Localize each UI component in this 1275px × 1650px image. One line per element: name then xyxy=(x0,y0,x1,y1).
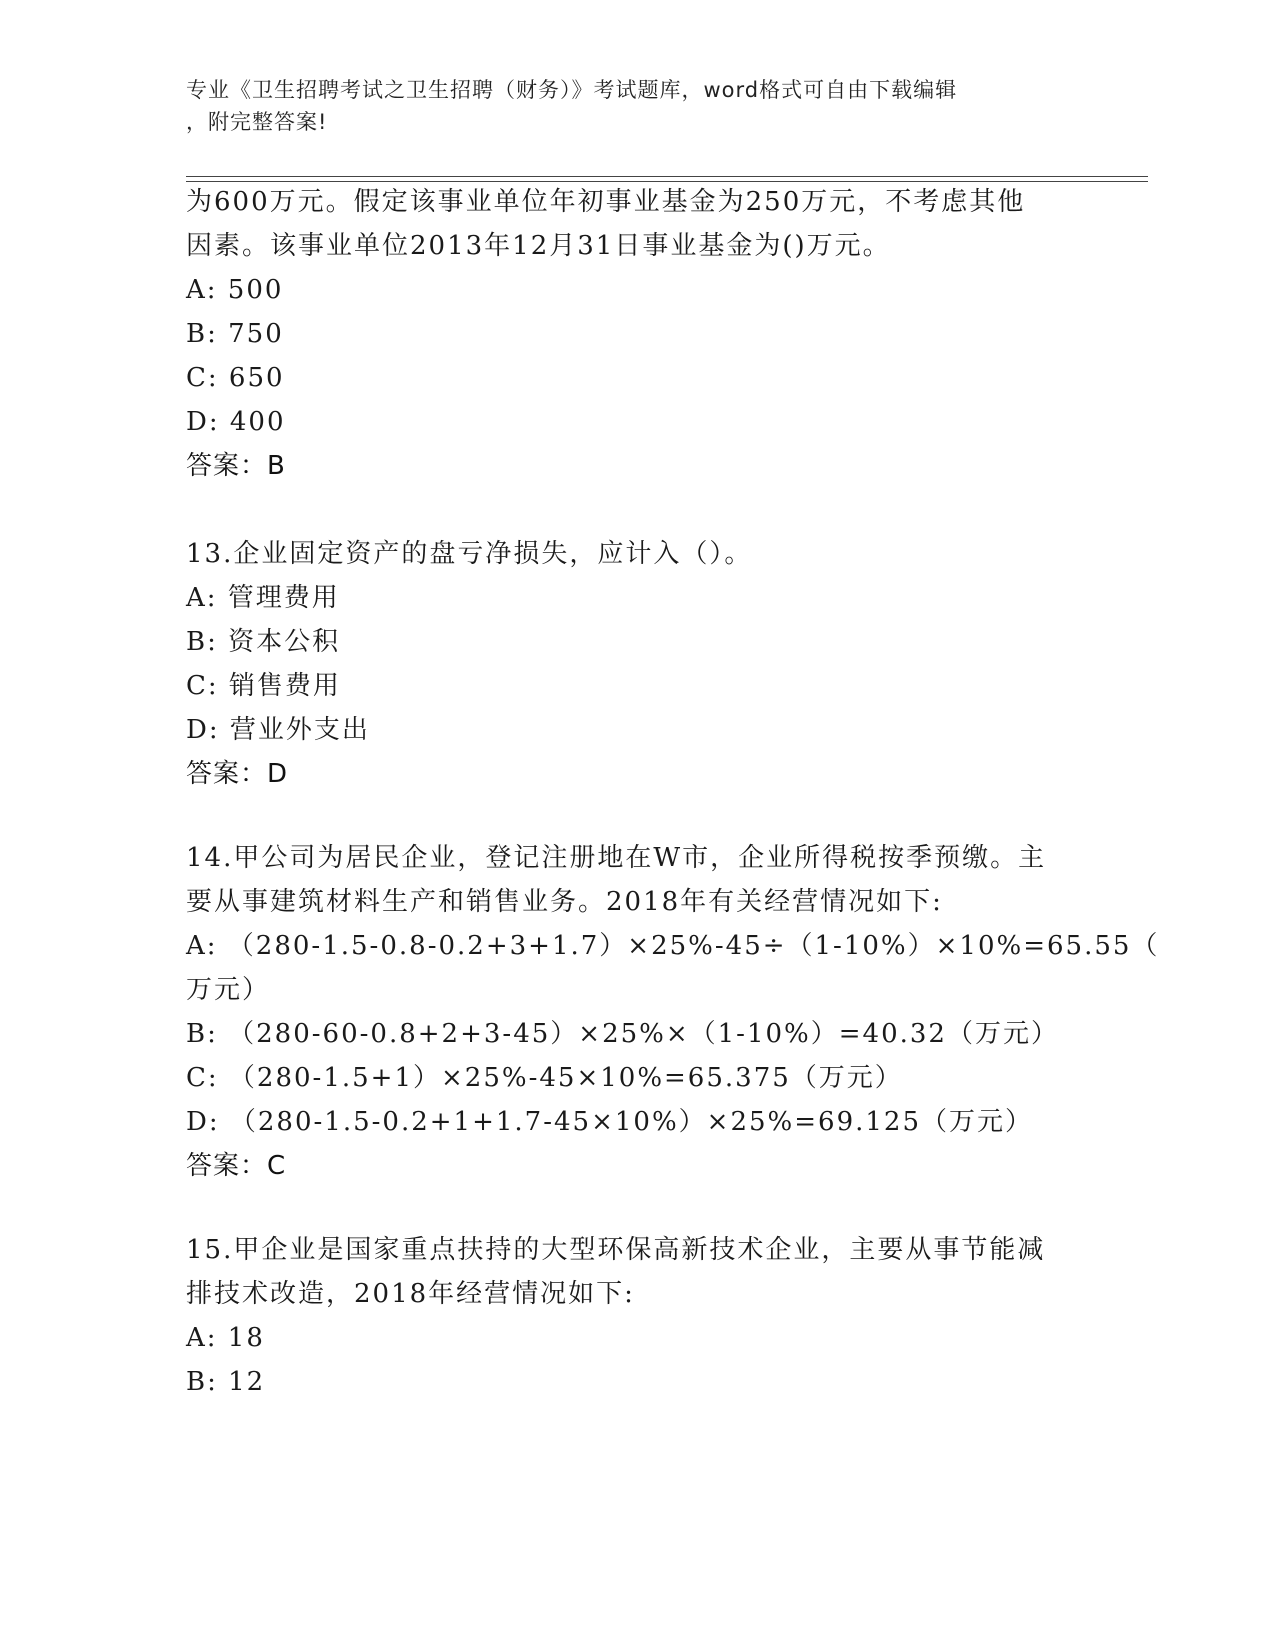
q15-text-line-2: 排技术改造，2018年经营情况如下: xyxy=(186,1279,635,1309)
q12-option-b: B: 750 xyxy=(186,319,284,349)
q12-option-d: D: 400 xyxy=(186,407,286,437)
q14-option-b: B: （280-60-0.8+2+3-45）×25%×（1-10%）=40.32（万元） xyxy=(186,1019,1059,1049)
q13-answer: 答案：D xyxy=(186,759,289,789)
header-divider-bottom xyxy=(186,181,1148,182)
q14-option-d: D: （280-1.5-0.2+1+1.7-45×10%）×25%=69.125（万元） xyxy=(186,1107,1034,1137)
q13-option-a: A: 管理费用 xyxy=(186,583,340,613)
q12-option-c: C: 650 xyxy=(186,363,285,393)
q14-text-line-2: 要从事建筑材料生产和销售业务。2018年有关经营情况如下: xyxy=(186,887,943,917)
q12-answer: 答案：B xyxy=(186,451,286,481)
document-header xyxy=(186,74,1066,138)
header-divider-top xyxy=(186,176,1148,177)
q13-option-c: C: 销售费用 xyxy=(186,671,341,701)
q14-text-line-1: 14.甲公司为居民企业，登记注册地在W市，企业所得税按季预缴。主 xyxy=(186,843,1047,873)
q13-option-d: D: 营业外支出 xyxy=(186,715,370,745)
header-line-2: ，附完整答案! xyxy=(186,110,328,134)
q12-option-a: A: 500 xyxy=(186,275,284,305)
q14-option-c: C: （280-1.5+1）×25%-45×10%=65.375（万元） xyxy=(186,1063,903,1093)
header-line-1: 专业《卫生招聘考试之卫生招聘（财务）》考试题库，word格式可自由下载编辑 xyxy=(186,78,958,102)
q13-text: 13.企业固定资产的盘亏净损失，应计入（）。 xyxy=(186,539,753,569)
q14-option-a-line-2: 万元） xyxy=(186,975,271,1005)
q15-text-line-1: 15.甲企业是国家重点扶持的大型环保高新技术企业，主要从事节能减 xyxy=(186,1235,1046,1265)
q15-option-a: A: 18 xyxy=(186,1323,265,1353)
q12-text-line-2: 因素。该事业单位2013年12月31日事业基金为()万元。 xyxy=(186,231,891,261)
q14-answer: 答案：C xyxy=(186,1151,287,1181)
q12-text-line-1: 为600万元。假定该事业单位年初事业基金为250万元，不考虑其他 xyxy=(186,187,1026,217)
q13-option-b: B: 资本公积 xyxy=(186,627,341,657)
q15-option-b: B: 12 xyxy=(186,1367,266,1397)
q14-option-a-line-1: A: （280-1.5-0.8-0.2+3+1.7）×25%-45÷（1-10%）×10%=65.55（ xyxy=(186,931,1160,961)
